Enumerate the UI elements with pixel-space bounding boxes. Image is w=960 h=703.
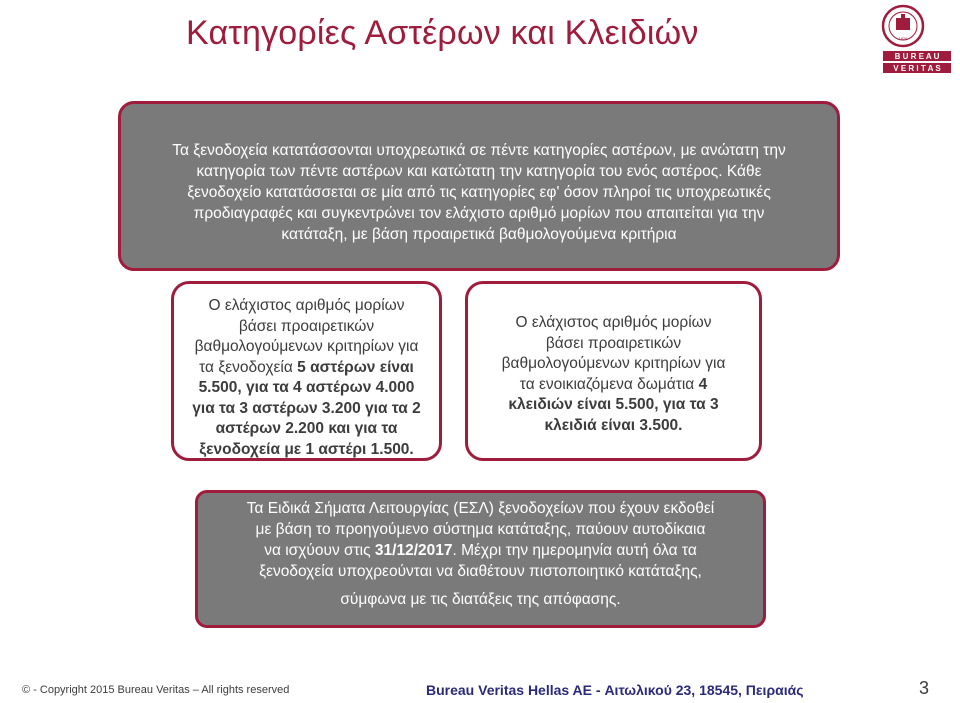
hotels-line: βάσει προαιρετικών: [238, 317, 375, 335]
footer-address: Bureau Veritas Hellas AE - Αιτωλικού 23, 18545, Πειραιάς: [426, 682, 804, 698]
intro-line: ξενοδοχείο κατατάσσεται σε μία από τις κατηγορίες εφ' όσον πληροί τις υποχρεωτικές: [187, 184, 771, 201]
hotels-line: τα ξενοδοχεία 5 αστέρων είναι: [199, 358, 414, 376]
esl-line: Τα Ειδικά Σήματα Λειτουργίας (ΕΣΛ) ξενοδοχείων που έχουν εκδοθεί: [246, 500, 715, 517]
esl-line: να ισχύουν στις 31/12/2017. Μέχρι την ημερομηνία αυτή όλα τα: [264, 542, 697, 559]
esl-line: με βάση το προηγούμενο σύστημα κατάταξης, παύουν αυτοδίκαια: [255, 521, 706, 538]
footer-copyright: © - Copyright 2015 Bureau Veritas – All rights reserved: [22, 684, 290, 696]
intro-line: Τα ξενοδοχεία κατατάσσονται υποχρεωτικά σε πέντε κατηγορίες αστέρων, με ανώτατη την: [172, 142, 786, 159]
svg-text:1828: 1828: [898, 36, 908, 41]
hotels-stars-box: [171, 281, 442, 461]
esl-box: [195, 490, 766, 628]
hotels-bold-line: 5.500, για τα 4 αστέρων 4.000: [198, 379, 415, 396]
rooms-bold-line: κλειδιά είναι 3.500.: [544, 416, 683, 434]
page-title: Κατηγορίες Αστέρων και Κλειδιών: [186, 14, 699, 52]
rooms-keys-box: [465, 281, 762, 461]
svg-text:V E R I T A S: V E R I T A S: [893, 64, 941, 73]
hotels-bold-line: για τα 3 αστέρων 3.200 για τα 2: [192, 399, 421, 417]
rooms-line: βαθμολογούμενων κριτηρίων για: [501, 355, 726, 372]
hotels-line: βαθμολογούμενων κριτηρίων για: [194, 338, 419, 355]
rooms-line: βάσει προαιρετικών: [545, 334, 682, 352]
bureau-veritas-logo: [881, 4, 953, 76]
rooms-line: Ο ελάχιστος αριθμός μορίων: [515, 314, 712, 331]
intro-line: κατηγορία των πέντε αστέρων και κατώτατη την κατηγορία του ενός αστέρος. Κάθε: [196, 163, 762, 180]
hotels-bold-line: ξενοδοχεία με 1 αστέρι 1.500.: [199, 440, 414, 458]
esl-line: ξενοδοχεία υποχρεούνται να διαθέτουν πιστοποιητικό κατάταξης,: [259, 563, 702, 580]
esl-line: σύμφωνα με τις διατάξεις της απόφασης.: [340, 591, 621, 608]
rooms-line: τα ενοικιαζόμενα δωμάτια 4: [519, 375, 708, 393]
svg-text:B U R E A U: B U R E A U: [894, 52, 940, 61]
hotels-line: Ο ελάχιστος αριθμός μορίων: [208, 297, 405, 314]
esl-deadline-date: 31/12/2017: [374, 542, 453, 559]
intro-box: [118, 101, 840, 271]
rooms-bold-line: κλειδιών είναι 5.500, για τα 3: [508, 396, 719, 413]
intro-line: κατάταξη, με βάση προαιρετικά βαθμολογούμενα κριτήρια: [281, 226, 677, 243]
intro-line: προδιαγραφές και συγκεντρώνει τον ελάχιστο αριθμό μορίων που απαιτείται για την: [193, 205, 765, 222]
page-number: 3: [919, 678, 930, 698]
hotels-bold-line: αστέρων 2.200 και για τα: [215, 420, 398, 437]
